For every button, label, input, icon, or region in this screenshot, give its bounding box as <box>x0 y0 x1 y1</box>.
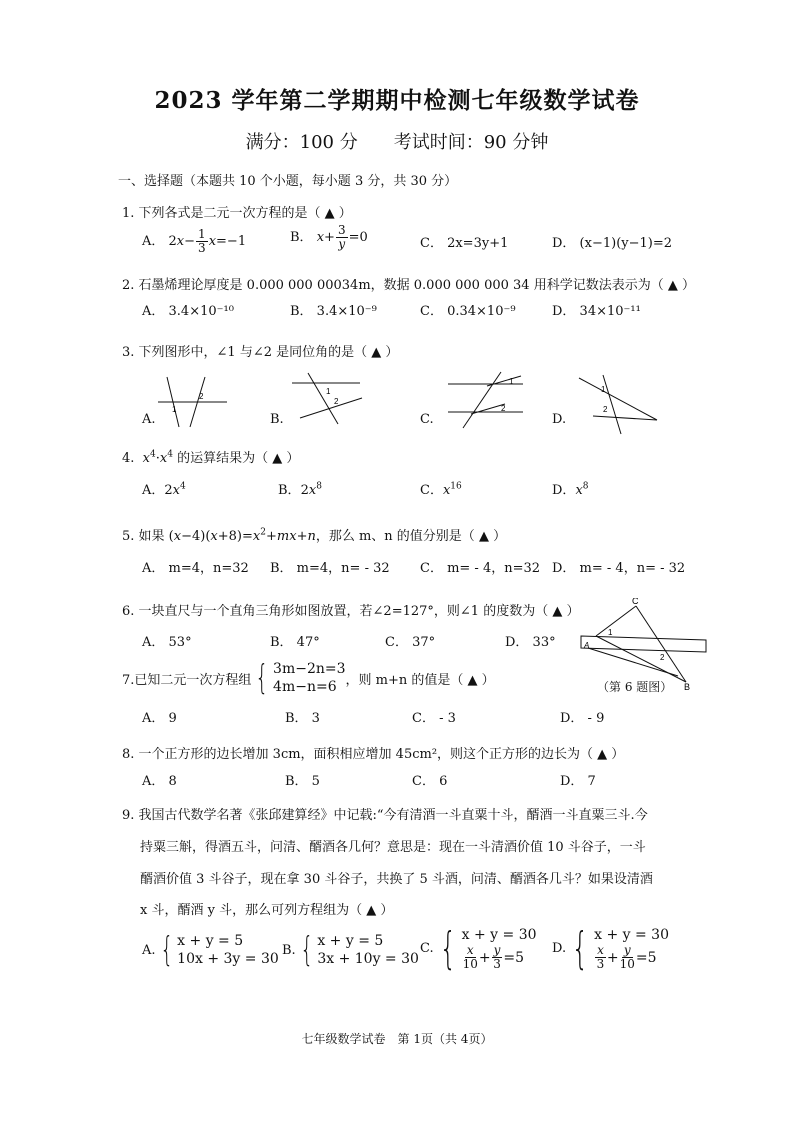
svg-text:2: 2 <box>603 405 608 414</box>
svg-text:1: 1 <box>326 387 331 396</box>
svg-text:1: 1 <box>601 385 606 394</box>
q1-option-a: A． 2x− $\frac{1}{3}$ x=−1 <box>142 227 247 255</box>
q9-line-4: x 斗，醑酒 y 斗，那么可列方程组为（ ▲ ） <box>140 903 394 918</box>
q8-option-b: B． 5 <box>285 774 320 789</box>
q9-line-2: 持粟三斛，得酒五斗，问清、醑酒各几何？意思是：现在一斗清酒价值 10 斗谷子，一斗 <box>140 840 646 855</box>
svg-text:2: 2 <box>660 653 665 662</box>
q4-option-a: A．$2x^4$ <box>142 481 186 498</box>
q5-option-c: C． m= - 4，n=32 <box>420 561 541 576</box>
q5-stem: 5. 如果 $(x-4)(x+8)=x^2+mx+n$，那么 m、n 的值分别是（ ▲ ） <box>122 527 507 544</box>
q6-stem: 6. 一块直尺与一个直角三角形如图放置，若∠2=127°，则∠1 的度数为（ ▲ ） <box>122 604 580 619</box>
svg-text:2: 2 <box>199 392 204 401</box>
svg-text:A: A <box>584 641 590 650</box>
q2-option-d: D． 34×10⁻¹¹ <box>552 304 641 319</box>
q7-stem: 7.已知二元一次方程组 { 3m−2n=3 4m−n=6 ，则 m+n 的值是（ ▲ ） <box>122 658 495 698</box>
q2-stem: 2. 石墨烯理论厚度是 0.000 000 00034m，数据 0.000 000 000 34 用科学记数法表示为（ ▲ ） <box>122 278 695 293</box>
q9-line-1: 9. 我国古代数学名著《张邱建算经》中记载:“今有清酒一斗直粟十斗，醑酒一斗直粟三斗.今 <box>122 808 648 823</box>
q5-option-a: A． m=4，n=32 <box>142 561 249 576</box>
svg-text:1: 1 <box>509 377 514 386</box>
svg-text:2: 2 <box>334 397 339 406</box>
svg-text:B: B <box>684 682 691 690</box>
q3-figure-c <box>443 370 528 430</box>
page-subtitle: 满分：100 分 考试时间：90 分钟 <box>245 132 549 153</box>
q3-stem: 3. 下列图形中，∠1 与∠2 是同位角的是（ ▲ ） <box>122 345 399 360</box>
q8-option-c: C． 6 <box>412 774 448 789</box>
q8-option-a: A． 8 <box>142 774 177 789</box>
q9-option-c: C. { x + y = 30 $\frac{x}{10}$ + $\frac{y}{3}$ =5 <box>420 922 537 974</box>
q2-option-c: C． 0.34×10⁻⁹ <box>420 304 516 319</box>
svg-text:1: 1 <box>608 628 613 637</box>
q3-figure-a <box>155 372 230 432</box>
q1-stem: 1. 下列各式是二元一次方程的是（ ▲ ） <box>122 206 352 221</box>
q1-option-c: C． 2x=3y+1 <box>420 236 509 251</box>
svg-text:1: 1 <box>172 405 177 414</box>
q4-option-c: C．$x^{16}$ <box>420 481 462 498</box>
q3-figure-b <box>290 368 365 428</box>
q5-option-d: D． m= - 4，n= - 32 <box>552 561 686 576</box>
q3-figure-d <box>575 370 660 435</box>
q6-option-b: B． 47° <box>270 635 320 650</box>
q6-option-c: C． 37° <box>385 635 436 650</box>
q2-option-b: B． 3.4×10⁻⁹ <box>290 304 377 319</box>
q6-figure <box>578 598 710 690</box>
q7-option-a: A． 9 <box>142 711 177 726</box>
q1-option-d: D． (x−1)(y−1)=2 <box>552 236 673 251</box>
q2-option-a: A． 3.4×10⁻¹⁰ <box>142 304 234 319</box>
q4-option-d: D．$x^8$ <box>552 481 589 498</box>
q4-option-b: B．$2x^8$ <box>278 481 322 498</box>
q3-option-b: B. <box>270 412 284 427</box>
q9-option-a: A. { x + y = 5 10x + 3y = 30 <box>142 930 279 970</box>
q3-option-a: A. <box>142 412 156 427</box>
q3-option-c: C. <box>420 412 434 427</box>
q3-option-d: D. <box>552 412 567 427</box>
q9-line-3: 醑酒价值 3 斗谷子，现在拿 30 斗谷子，共换了 5 斗酒，问清、醑酒各几斗？如果设清酒 <box>140 872 653 887</box>
q7-option-d: D． - 9 <box>560 711 605 726</box>
q8-option-d: D． 7 <box>560 774 596 789</box>
q9-option-d: D. { x + y = 30 $\frac{x}{3}$ + $\frac{y}{10}$ =5 <box>552 922 669 974</box>
q9-option-b: B. { x + y = 5 3x + 10y = 30 <box>282 930 419 970</box>
q7-option-b: B． 3 <box>285 711 320 726</box>
q6-option-a: A． 53° <box>142 635 192 650</box>
page-footer: 七年级数学试卷 第 1页（共 4页） <box>301 1032 493 1046</box>
q8-stem: 8. 一个正方形的边长增加 3cm，面积相应增加 45cm²，则这个正方形的边长为（ ▲ ） <box>122 747 625 762</box>
svg-text:C: C <box>632 598 639 606</box>
q4-stem: 4. $x^4\cdot x^4$ 的运算结果为（ ▲ ） <box>122 449 300 466</box>
q6-figure-caption: （第 6 题图） <box>597 680 673 694</box>
section-heading: 一、选择题（本题共 10 个小题，每小题 3 分，共 30 分） <box>118 174 458 189</box>
q7-option-c: C． - 3 <box>412 711 456 726</box>
q1-option-b: B． x+ $\frac{3}{y}$ =0 <box>290 223 368 251</box>
q5-option-b: B． m=4，n= - 32 <box>270 561 390 576</box>
page-title: 2023 学年第二学期期中检测七年级数学试卷 <box>154 87 640 114</box>
svg-text:2: 2 <box>501 404 506 413</box>
q6-option-d: D． 33° <box>505 635 556 650</box>
